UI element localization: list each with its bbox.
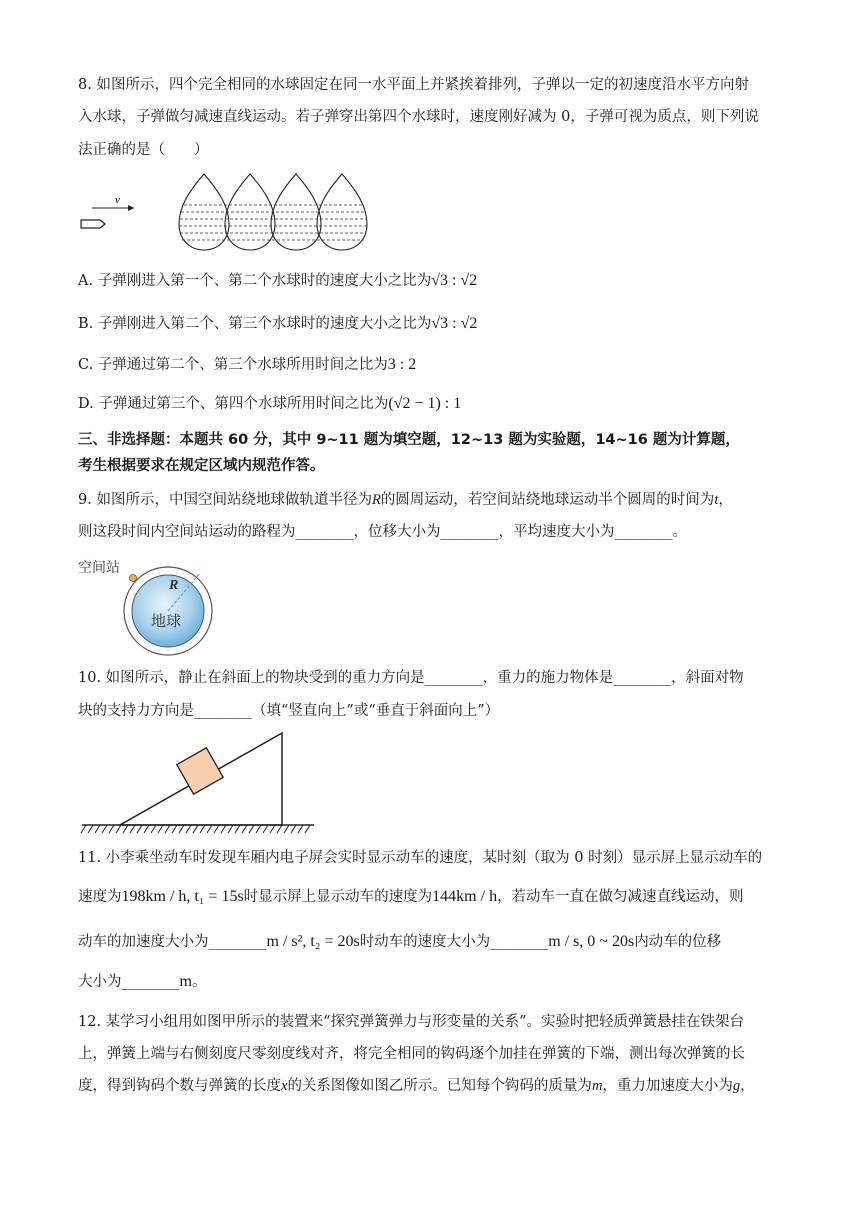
q11-line4-b: 。: [191, 974, 207, 990]
q12-line3-x: x: [281, 1078, 288, 1094]
q8-option-d-text: D. 子弹通过第三个、第四个水球所用时间之比为: [78, 396, 389, 412]
q9-earth-label: 地球: [151, 612, 182, 630]
q9-line1-a: 9. 如图所示，中国空间站绕地球做轨道半径为: [78, 492, 372, 508]
q9-orbit-figure: [78, 556, 238, 656]
q8-line2: 入水球，子弹做匀减速直线运动。若子弹穿出第四个水球时，速度刚好减为 0，子弹可视为质点，则下列说: [78, 109, 759, 125]
q12-line3-c: ，重力加速度大小为: [602, 1078, 733, 1094]
q12-line3: [78, 1076, 755, 1096]
q11-line3-c: 内动车的位移: [634, 934, 722, 950]
q11-line2-math1: 198km / h, t₁ = 15s: [121, 888, 244, 905]
q11-line2-c: ，若动车一直在做匀减速直线运动，则: [497, 889, 744, 905]
q10-line1: 10. 如图所示，静止在斜面上的物块受到的重力方向是________，重力的施力物体是________，斜面对物: [78, 670, 744, 686]
q11-line3: [78, 932, 721, 952]
q8-option-c-math: 3 : 2: [387, 356, 417, 373]
q8-option-d-math: (√2 − 1) : 1: [388, 395, 462, 412]
q9-line1-c: ，: [718, 492, 733, 508]
q12-line3-b: 的关系图像如图乙所示。已知每个钩码的质量为: [287, 1078, 592, 1094]
q11-line2: [78, 887, 744, 907]
q8-option-a-math: √3 : √2: [431, 272, 478, 289]
q11-line4-math: m: [179, 973, 192, 990]
q11-line3-math1: m / s², t₂ = 20s: [266, 933, 360, 950]
q8-option-b-math: √3 : √2: [431, 315, 478, 332]
q8-option-b-text: B. 子弹刚进入第二个、第三个水球时的速度大小之比为: [78, 316, 432, 332]
q10-line2: 块的支持力方向是________（填“竖直向上”或“垂直于斜面向上”）: [78, 703, 500, 719]
q9-line1: [78, 490, 733, 510]
q11-line4: [78, 972, 206, 992]
q9-line2: 则这段时间内空间站运动的路程为________，位移大小为________，平均速度大小为________。: [78, 524, 687, 540]
q8-line3: 法正确的是（ ）: [78, 142, 209, 158]
q11-line4-a: 大小为________: [78, 974, 180, 990]
q11-line2-math2: 144km / h: [432, 888, 498, 905]
q8-option-a-text: A. 子弹刚进入第一个、第二个水球时的速度大小之比为: [78, 273, 432, 289]
q11-line2-a: 速度为: [78, 889, 122, 905]
q10-incline-figure: [78, 728, 318, 836]
q12-line3-d: ，: [740, 1078, 755, 1094]
q12-line3-g: g: [732, 1078, 741, 1094]
q8-option-b: [78, 314, 477, 334]
q8-line1: 8. 如图所示，四个完全相同的水球固定在同一水平面上并紧挨着排列，子弹以一定的初速度沿水平方向射: [78, 77, 749, 93]
q9-space-station-label: 空间站: [78, 560, 120, 576]
q9-line1-b: 的圆周运动，若空间站绕地球运动半个圆周的时间为: [380, 492, 715, 508]
q12-line1: 12. 某学习小组用如图甲所示的装置来“探究弹簧弹力与形变量的关系”。实验时把轻质弹簧悬挂在铁架台: [78, 1014, 744, 1030]
q11-line3-a: 动车的加速度大小为________: [78, 934, 267, 950]
q8-option-c: [78, 355, 416, 375]
section3-heading-line1: 三、非选择题：本题共 60 分，其中 9~11 题为填空题，12~13 题为实验题，14~16 题为计算题，: [78, 432, 740, 448]
section3-heading-line2: 考生根据要求在规定区域内规范作答。: [78, 458, 325, 474]
q8-option-d: [78, 394, 461, 414]
q12-line2: 上，弹簧上端与右侧刻度尺零刻度线对齐，将完全相同的钩码逐个加挂在弹簧的下端，测出每次弹簧的长: [78, 1046, 745, 1062]
q9-line1-t: t: [714, 492, 719, 508]
q12-line3-m: m: [591, 1078, 603, 1094]
q8-velocity-label: v: [115, 194, 120, 206]
q8-option-c-text: C. 子弹通过第二个、第三个水球所用时间之比为: [78, 357, 388, 373]
q11-line1: 11. 小李乘坐动车时发现车厢内电子屏会实时显示动车的速度，某时刻（取为 0 时刻）显示屏上显示动车的: [78, 850, 763, 866]
q9-line1-R: R: [371, 492, 381, 508]
q11-line3-b: 时动车的速度大小为________: [359, 934, 549, 950]
q8-option-a: [78, 271, 477, 291]
space-station-dot: [130, 575, 137, 582]
q8-water-ball-figure: [78, 168, 388, 258]
q12-line3-a: 度，得到钩码个数与弹簧的长度: [78, 1078, 281, 1094]
q11-line3-math2: m / s, 0 ~ 20s: [548, 933, 635, 950]
q9-radius-label: R: [169, 578, 179, 593]
q11-line2-b: 时显示屏上显示动车的速度为: [243, 889, 433, 905]
